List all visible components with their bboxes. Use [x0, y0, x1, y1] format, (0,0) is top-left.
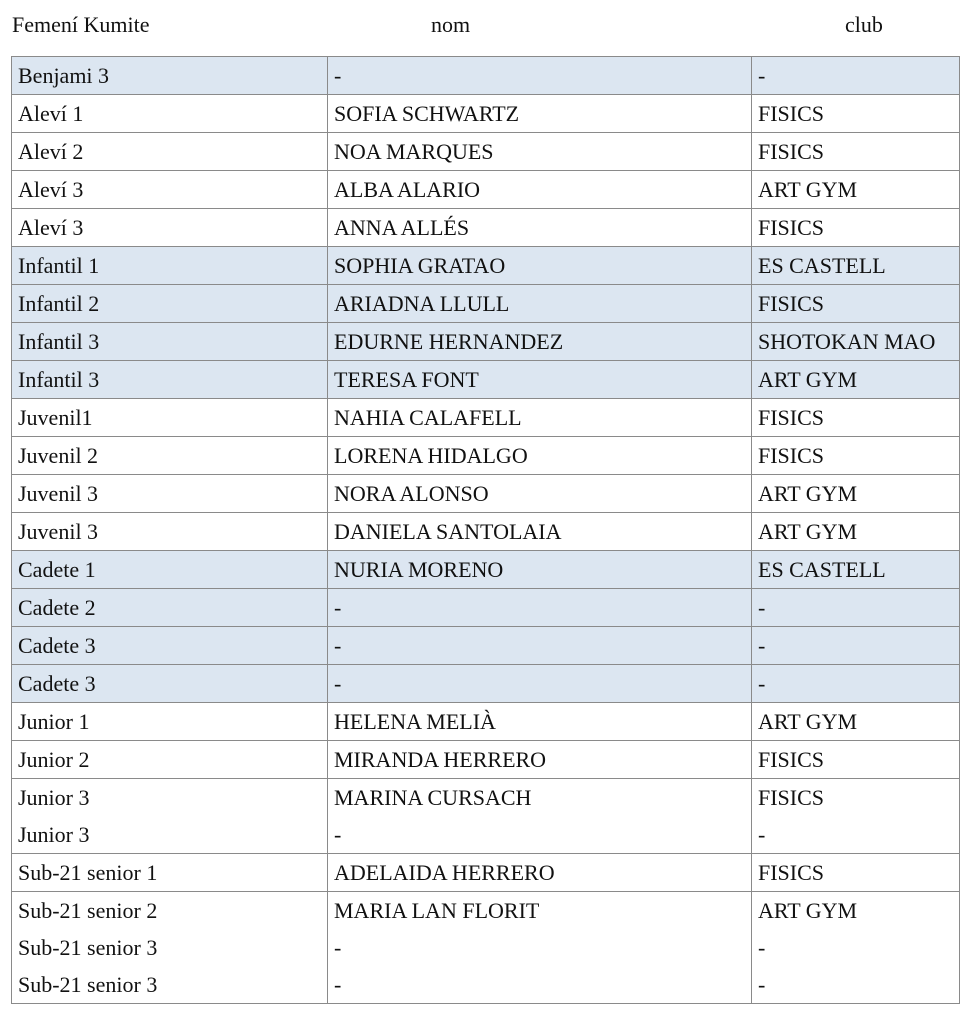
cell-category: Infantil 2	[12, 285, 328, 323]
table-row	[12, 966, 960, 1004]
table-row	[12, 57, 960, 95]
table-row	[12, 209, 960, 247]
cell-club: -	[752, 589, 960, 627]
cell-club: -	[752, 816, 960, 854]
cell-category: Sub-21 senior 1	[12, 854, 328, 892]
cell-club: ART GYM	[752, 171, 960, 209]
cell-category: Juvenil 3	[12, 475, 328, 513]
cell-club: SHOTOKAN MAO	[752, 323, 960, 361]
cell-category: Junior 3	[12, 779, 328, 817]
cell-category: Junior 2	[12, 741, 328, 779]
header-category: Femení Kumite	[12, 12, 150, 37]
table-row	[12, 779, 960, 817]
table-row	[12, 133, 960, 171]
cell-category: Aleví 3	[12, 171, 328, 209]
cell-club: FISICS	[752, 437, 960, 475]
cell-category: Sub-21 senior 3	[12, 929, 328, 966]
table-row	[12, 741, 960, 779]
cell-category: Juvenil 3	[12, 513, 328, 551]
table-row	[12, 854, 960, 892]
cell-name: LORENA HIDALGO	[328, 437, 752, 475]
table-row	[12, 285, 960, 323]
cell-name: NURIA MORENO	[328, 551, 752, 589]
header-name: nom	[431, 12, 471, 37]
header-club: club	[845, 12, 883, 37]
cell-club: ART GYM	[752, 513, 960, 551]
table-row	[12, 929, 960, 966]
cell-name: -	[328, 627, 752, 665]
cell-name: -	[328, 816, 752, 854]
cell-name: ADELAIDA HERRERO	[328, 854, 752, 892]
table-header	[0, 0, 967, 56]
cell-category: Cadete 1	[12, 551, 328, 589]
table-row	[12, 95, 960, 133]
cell-name: NAHIA CALAFELL	[328, 399, 752, 437]
cell-name: ALBA ALARIO	[328, 171, 752, 209]
table-row	[12, 513, 960, 551]
cell-club: FISICS	[752, 399, 960, 437]
cell-category: Cadete 3	[12, 665, 328, 703]
cell-category: Benjami 3	[12, 57, 328, 95]
cell-club: FISICS	[752, 741, 960, 779]
table-row	[12, 665, 960, 703]
cell-category: Infantil 3	[12, 361, 328, 399]
results-table	[11, 56, 960, 1004]
cell-club: -	[752, 627, 960, 665]
cell-club: FISICS	[752, 779, 960, 817]
cell-club: ART GYM	[752, 361, 960, 399]
cell-name: -	[328, 57, 752, 95]
cell-name: MARINA CURSACH	[328, 779, 752, 817]
cell-name: TERESA FONT	[328, 361, 752, 399]
cell-category: Juvenil 2	[12, 437, 328, 475]
cell-club: -	[752, 665, 960, 703]
table-row	[12, 551, 960, 589]
cell-club: -	[752, 966, 960, 1004]
cell-club: -	[752, 929, 960, 966]
cell-name: EDURNE HERNANDEZ	[328, 323, 752, 361]
cell-club: ES CASTELL	[752, 551, 960, 589]
cell-name: MARIA LAN FLORIT	[328, 892, 752, 930]
cell-name: DANIELA SANTOLAIA	[328, 513, 752, 551]
table-row	[12, 323, 960, 361]
cell-category: Aleví 1	[12, 95, 328, 133]
table-row	[12, 627, 960, 665]
cell-category: Infantil 3	[12, 323, 328, 361]
cell-name: -	[328, 929, 752, 966]
cell-name: NOA MARQUES	[328, 133, 752, 171]
table-row	[12, 892, 960, 930]
cell-category: Cadete 2	[12, 589, 328, 627]
cell-club: FISICS	[752, 133, 960, 171]
cell-category: Aleví 3	[12, 209, 328, 247]
cell-category: Aleví 2	[12, 133, 328, 171]
cell-club: FISICS	[752, 285, 960, 323]
cell-name: NORA ALONSO	[328, 475, 752, 513]
table-row	[12, 816, 960, 854]
cell-name: -	[328, 589, 752, 627]
table-row	[12, 589, 960, 627]
cell-category: Sub-21 senior 2	[12, 892, 328, 930]
cell-category: Junior 3	[12, 816, 328, 854]
cell-category: Junior 1	[12, 703, 328, 741]
cell-club: FISICS	[752, 854, 960, 892]
cell-name: HELENA MELIÀ	[328, 703, 752, 741]
cell-name: SOFIA SCHWARTZ	[328, 95, 752, 133]
cell-name: MIRANDA HERRERO	[328, 741, 752, 779]
results-body	[12, 57, 960, 1004]
table-row	[12, 703, 960, 741]
cell-name: ANNA ALLÉS	[328, 209, 752, 247]
cell-name: ARIADNA LLULL	[328, 285, 752, 323]
cell-club: -	[752, 57, 960, 95]
cell-club: ART GYM	[752, 703, 960, 741]
table-row	[12, 361, 960, 399]
cell-name: SOPHIA GRATAO	[328, 247, 752, 285]
table-row	[12, 171, 960, 209]
cell-category: Cadete 3	[12, 627, 328, 665]
cell-category: Sub-21 senior 3	[12, 966, 328, 1004]
cell-club: ART GYM	[752, 475, 960, 513]
cell-name: -	[328, 966, 752, 1004]
cell-name: -	[328, 665, 752, 703]
cell-club: ES CASTELL	[752, 247, 960, 285]
table-row	[12, 475, 960, 513]
cell-club: ART GYM	[752, 892, 960, 930]
table-row	[12, 247, 960, 285]
cell-category: Juvenil1	[12, 399, 328, 437]
cell-category: Infantil 1	[12, 247, 328, 285]
table-row	[12, 437, 960, 475]
cell-club: FISICS	[752, 95, 960, 133]
table-row	[12, 399, 960, 437]
cell-club: FISICS	[752, 209, 960, 247]
